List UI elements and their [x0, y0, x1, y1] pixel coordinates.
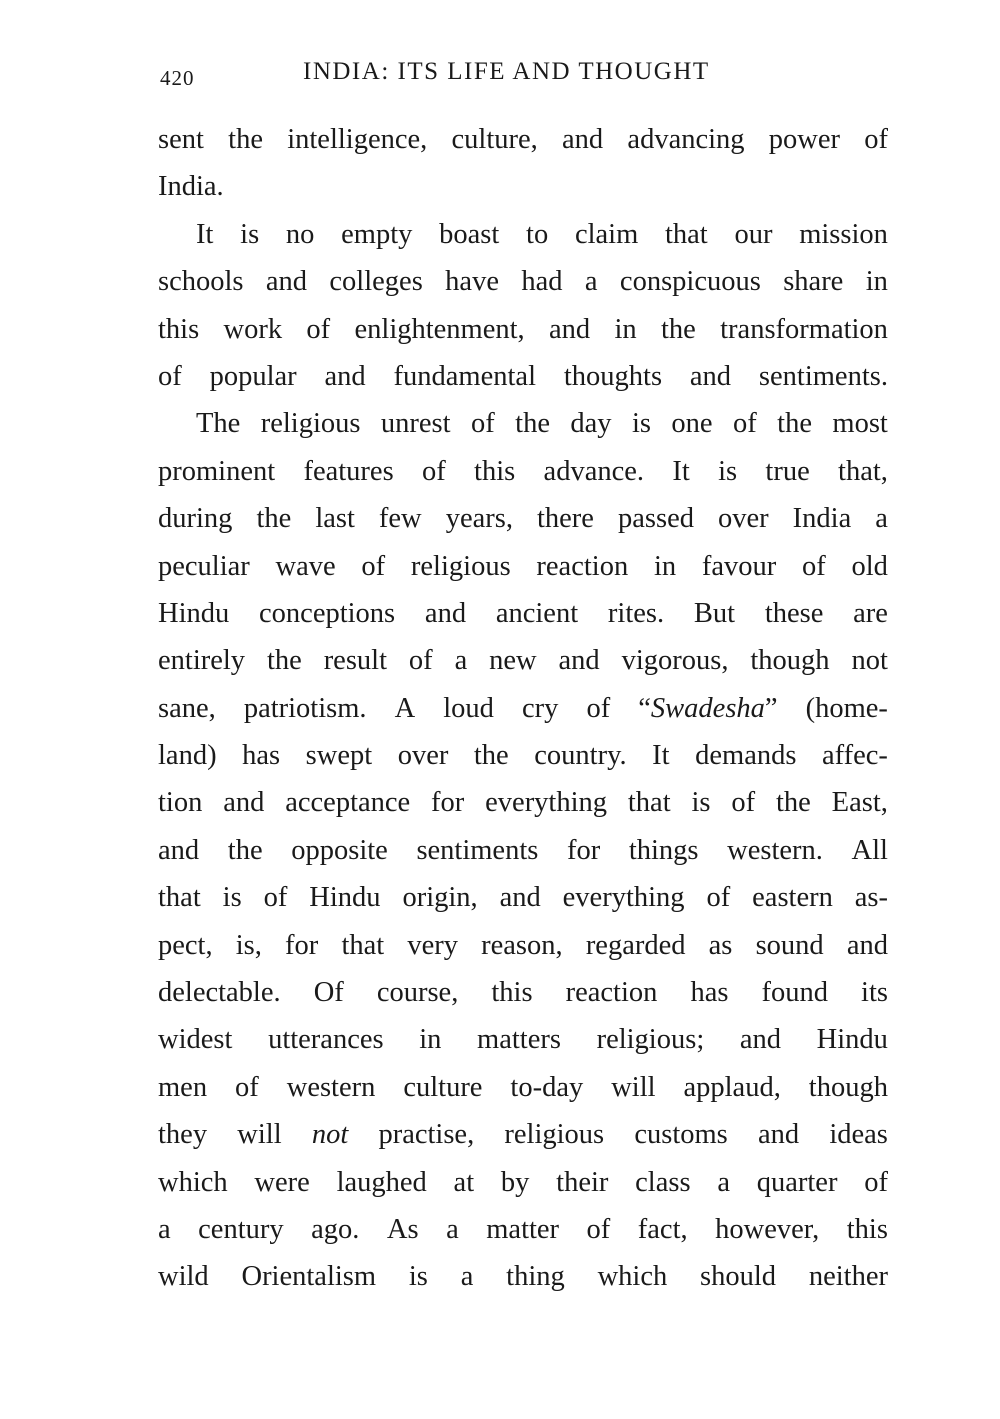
word: Of: [313, 977, 344, 1009]
word: and: [757, 1119, 800, 1151]
text-line: [158, 827, 888, 874]
word: favour: [701, 550, 777, 582]
word: of: [421, 455, 446, 487]
word: enlightenment,: [354, 313, 525, 345]
word: advance.: [543, 455, 645, 487]
text-line: [158, 211, 888, 258]
word: and: [739, 1024, 782, 1056]
word: and: [265, 266, 308, 298]
word: were: [254, 1166, 310, 1198]
word: will: [237, 1119, 282, 1151]
word: the: [515, 408, 550, 440]
word: the: [777, 408, 812, 440]
text-line: [158, 1111, 888, 1158]
word: and: [424, 597, 467, 629]
word: India: [792, 503, 852, 535]
word: everything: [562, 882, 685, 914]
word: that: [158, 882, 201, 914]
word: schools: [158, 266, 244, 298]
word: most: [832, 408, 888, 440]
word: though: [750, 645, 830, 677]
word: work: [223, 313, 283, 345]
word: ancient: [495, 597, 579, 629]
text-line: [158, 353, 888, 400]
word: this: [474, 455, 516, 487]
word: land): [158, 740, 217, 772]
word: its: [861, 977, 888, 1009]
text-line: [158, 543, 888, 590]
word: of: [802, 550, 826, 582]
text-line: [158, 1159, 888, 1206]
word: day: [570, 408, 612, 440]
word: of: [586, 692, 611, 724]
word: pect,: [158, 929, 213, 961]
word: these: [764, 597, 824, 629]
word: that: [664, 218, 708, 250]
word: reaction: [565, 977, 658, 1009]
word: though: [808, 1071, 888, 1103]
word: prominent: [158, 455, 276, 487]
text-line: [158, 116, 888, 163]
word: to: [526, 218, 549, 250]
word: religious: [410, 550, 511, 582]
word: the: [266, 645, 302, 677]
word: they: [158, 1119, 208, 1151]
word: wild: [158, 1261, 209, 1293]
word: sentiments: [416, 834, 539, 866]
word: there: [536, 503, 594, 535]
word: passed: [617, 503, 694, 535]
word: reason,: [481, 929, 563, 961]
word: years,: [445, 503, 513, 535]
word: religious;: [596, 1024, 705, 1056]
word: and: [223, 787, 265, 819]
word: entirely: [158, 645, 246, 677]
running-title: INDIA: ITS LIFE AND THOUGHT: [303, 58, 710, 85]
word: the: [228, 124, 263, 155]
word: in: [653, 550, 677, 582]
word: is: [222, 882, 242, 914]
word: a: [446, 1213, 459, 1245]
word: features: [303, 455, 394, 487]
text-line: [158, 448, 888, 495]
word: country.: [534, 740, 627, 772]
word: of: [586, 1213, 611, 1245]
word: of: [733, 408, 757, 440]
text-line: [158, 306, 888, 353]
word: by: [500, 1166, 530, 1198]
word: for: [431, 787, 465, 819]
word: very: [407, 929, 458, 961]
word: which: [597, 1261, 668, 1293]
word: customs: [634, 1119, 728, 1151]
word: As: [386, 1213, 419, 1245]
word: and: [324, 360, 366, 392]
word: not: [851, 645, 888, 677]
word: new: [489, 645, 537, 677]
word: a: [454, 645, 468, 677]
word: and: [158, 834, 200, 866]
word: cry: [521, 692, 559, 724]
word: are: [853, 597, 888, 629]
word: everything: [485, 787, 608, 819]
word: should: [700, 1261, 777, 1293]
word: their: [556, 1166, 609, 1198]
word: ideas: [829, 1119, 888, 1151]
text-line: [158, 258, 888, 305]
word: wave: [275, 550, 336, 582]
word: East,: [831, 787, 888, 819]
word: empty: [341, 218, 413, 250]
word: transformation: [720, 313, 888, 345]
word: and: [558, 645, 600, 677]
word: neither: [808, 1261, 888, 1293]
word: conspicuous: [619, 266, 761, 298]
word: that,: [838, 455, 888, 487]
word: It: [652, 740, 670, 772]
word: a: [158, 1213, 171, 1245]
word: It: [672, 455, 690, 487]
word: as-: [854, 882, 888, 914]
word: of: [235, 1071, 259, 1103]
word: of: [263, 882, 288, 914]
word: India.: [158, 171, 224, 203]
word: thing: [506, 1261, 565, 1293]
text-line: [158, 400, 888, 447]
word: sound: [755, 929, 824, 961]
word: conceptions: [259, 597, 396, 629]
word: colleges: [329, 266, 423, 298]
word: had: [521, 266, 563, 298]
word: class: [635, 1166, 691, 1198]
word: vigorous,: [621, 645, 729, 677]
word: sane,: [158, 692, 216, 724]
word: is: [240, 218, 260, 250]
word: and: [562, 124, 604, 155]
word: not: [311, 1119, 349, 1151]
word: demands: [695, 740, 797, 772]
text-line: [158, 969, 888, 1016]
word: quarter: [756, 1166, 838, 1198]
word: of: [864, 1166, 888, 1198]
word: ago.: [311, 1213, 360, 1245]
word: western.: [727, 834, 823, 866]
word: have: [445, 266, 499, 298]
word: It: [196, 218, 214, 250]
word: Hindu: [816, 1024, 888, 1056]
word: over: [397, 740, 449, 772]
word: is: [691, 787, 711, 819]
word: of: [361, 550, 386, 582]
word: over: [718, 503, 769, 535]
word: affec-: [821, 740, 888, 772]
text-line: [158, 779, 888, 826]
word: a: [460, 1261, 474, 1293]
word: of: [158, 360, 182, 392]
word: course,: [376, 977, 459, 1009]
word: But: [693, 597, 736, 629]
word: is: [631, 408, 651, 440]
word: patriotism.: [243, 692, 367, 724]
word: at: [453, 1166, 475, 1198]
word: opposite: [291, 834, 388, 866]
word: reaction: [536, 550, 629, 582]
word: one: [671, 408, 713, 440]
word: for: [285, 929, 319, 961]
word: mission: [799, 218, 888, 250]
word: Hindu: [309, 882, 381, 914]
word: acceptance: [285, 787, 411, 819]
word: religious: [260, 408, 361, 440]
text-line: [158, 685, 888, 732]
text-line: [158, 163, 888, 210]
word: rites.: [607, 597, 665, 629]
word: is,: [235, 929, 262, 961]
word: of: [470, 408, 495, 440]
word: The: [196, 408, 241, 440]
word: intelligence,: [287, 124, 428, 155]
word: of: [706, 882, 731, 914]
word: of: [306, 313, 331, 345]
word: religious: [504, 1119, 605, 1151]
word: utterances: [268, 1024, 384, 1056]
word: fact,: [637, 1213, 688, 1245]
word: matter: [486, 1213, 560, 1245]
word: men: [158, 1071, 208, 1103]
word: regarded: [585, 929, 686, 961]
word: delectable.: [158, 977, 281, 1009]
word: things: [628, 834, 699, 866]
word: no: [285, 218, 315, 250]
word: that: [341, 929, 385, 961]
word: All: [851, 834, 888, 866]
word: power: [768, 124, 841, 155]
word: is: [718, 455, 738, 487]
word: found: [761, 977, 828, 1009]
word: our: [734, 218, 773, 250]
word: that: [627, 787, 671, 819]
word: culture: [403, 1071, 483, 1103]
word: A: [394, 692, 416, 724]
word: as: [708, 929, 733, 961]
word: in: [614, 313, 637, 345]
word: in: [419, 1024, 442, 1056]
word: (home-: [805, 692, 888, 724]
word: claim: [574, 218, 639, 250]
body-text: [158, 116, 888, 1301]
word: old: [851, 550, 888, 582]
word: a: [875, 503, 888, 535]
word: the: [775, 787, 811, 819]
word: “Swadesha”: [638, 692, 778, 724]
word: matters: [477, 1024, 561, 1056]
word: fundamental: [393, 360, 536, 392]
word: of: [731, 787, 756, 819]
text-line: [158, 590, 888, 637]
word: loud: [443, 692, 494, 724]
word: has: [242, 740, 281, 772]
word: and: [689, 360, 732, 392]
word: will: [611, 1071, 656, 1103]
word: practise,: [378, 1119, 475, 1151]
word: popular: [209, 360, 297, 392]
word: origin,: [402, 882, 478, 914]
word: peculiar: [158, 550, 250, 582]
word: the: [256, 503, 292, 535]
word: true: [765, 455, 810, 487]
word: sentiments.: [758, 360, 888, 392]
text-line: [158, 1206, 888, 1253]
word: thoughts: [563, 360, 663, 392]
word: a: [717, 1166, 730, 1198]
word: few: [378, 503, 422, 535]
text-line: [158, 1016, 888, 1063]
word: the: [660, 313, 696, 345]
running-head: [160, 58, 890, 94]
text-line: [158, 922, 888, 969]
word: Orientalism: [241, 1261, 377, 1293]
word: this: [158, 313, 200, 345]
word: and: [499, 882, 541, 914]
word: tion: [158, 787, 203, 819]
word: laughed: [336, 1166, 427, 1198]
word: however,: [715, 1213, 820, 1245]
word: and: [549, 313, 591, 345]
word: the: [473, 740, 509, 772]
page-number: 420: [160, 66, 195, 90]
word: and: [846, 929, 888, 961]
text-line: [158, 1253, 888, 1300]
text-line: [158, 637, 888, 684]
word: widest: [158, 1024, 233, 1056]
text-line: [158, 874, 888, 921]
word: unrest: [380, 408, 451, 440]
word: which: [158, 1166, 228, 1198]
word: western: [286, 1071, 376, 1103]
word: in: [865, 266, 888, 298]
word: has: [690, 977, 729, 1009]
word: result: [323, 645, 388, 677]
word: swept: [305, 740, 373, 772]
text-line: [158, 732, 888, 779]
word: century: [198, 1213, 284, 1245]
word: a: [584, 266, 598, 298]
word: eastern: [752, 882, 833, 914]
word: last: [315, 503, 355, 535]
word: during: [158, 503, 233, 535]
word: the: [227, 834, 263, 866]
word: of: [864, 124, 888, 155]
word: culture,: [451, 124, 538, 155]
word: advancing: [627, 124, 745, 155]
word: boast: [439, 218, 500, 250]
word: this: [491, 977, 533, 1009]
word: Hindu: [158, 597, 230, 629]
text-line: [158, 1064, 888, 1111]
word: of: [408, 645, 433, 677]
word: applaud,: [683, 1071, 781, 1103]
word: share: [783, 266, 844, 298]
word: to-day: [510, 1071, 584, 1103]
word: for: [566, 834, 601, 866]
word: this: [846, 1213, 888, 1245]
word: is: [408, 1261, 428, 1293]
word: sent: [158, 124, 204, 155]
text-line: [158, 495, 888, 542]
